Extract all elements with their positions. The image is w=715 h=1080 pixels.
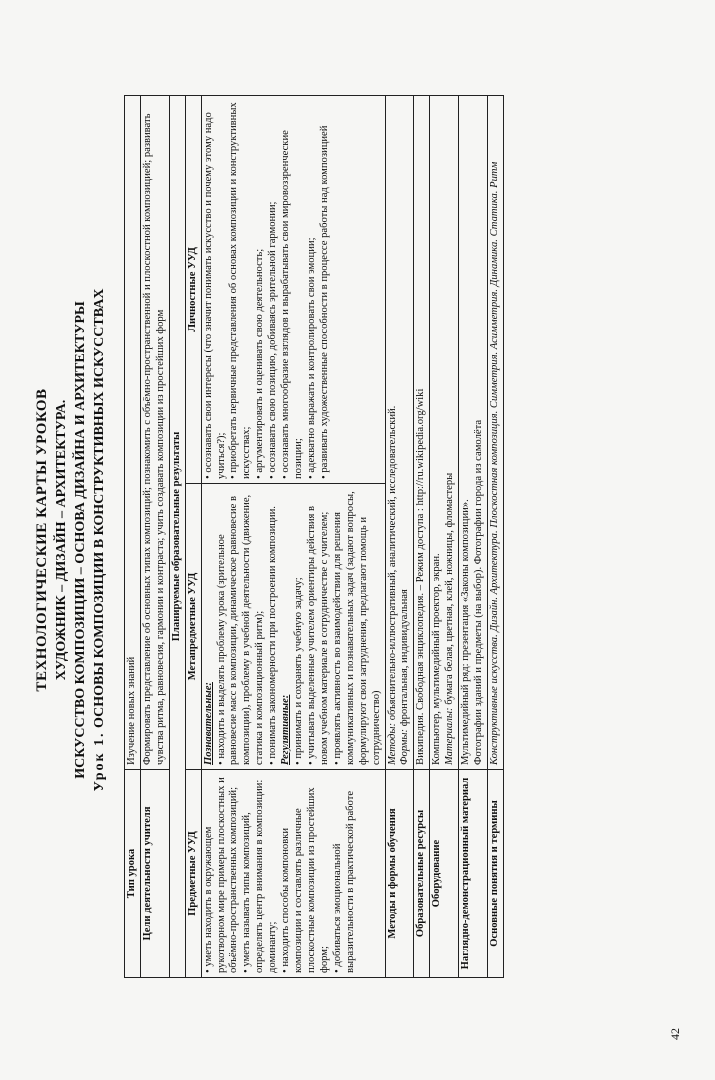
doc-subtitle-2: ИСКУССТВО КОМПОЗИЦИИ – ОСНОВА ДИЗАЙНА И АРХИТЕКТУРЫ bbox=[73, 301, 88, 779]
equipment-line: Компьютер, мультимедийный проектор, экран. bbox=[431, 553, 443, 765]
lesson-table bbox=[124, 95, 504, 978]
meta-results bbox=[201, 484, 385, 770]
row-visual bbox=[459, 95, 488, 977]
subject-item: • уметь называть типы композиций, определять центр внимания в композиции: доминанту; bbox=[241, 779, 279, 973]
row-terms bbox=[487, 95, 503, 977]
row-resources bbox=[414, 95, 430, 977]
regulative-item: • принимать и сохранять учебную задачу; bbox=[293, 577, 305, 765]
cognitive-item: • находить и выделять проблему урока (зрительное равновесие масс в композиции, динамическое равновесие в композиции), проблему в учебной деятельности (движение, статика и композиционный ритм); bbox=[215, 494, 266, 765]
rotated-page-content bbox=[28, 40, 688, 1040]
materials-text: бумага белая, цветная, клей, ножницы, фломастеры bbox=[444, 472, 456, 705]
subject-item: • уметь находить в окружающем рукотворном мире примеры плоскостных и объёмно-пространственных композиций; bbox=[202, 777, 240, 973]
methods-value bbox=[385, 95, 414, 769]
row-equipment bbox=[430, 95, 459, 977]
doc-title: ТЕХНОЛОГИЧЕСКИЕ КАРТЫ УРОКОВ bbox=[34, 388, 50, 692]
row-lesson-type bbox=[125, 95, 141, 977]
equipment-value bbox=[430, 95, 459, 769]
subject-results bbox=[201, 770, 385, 978]
methods-text: объяснительно-иллюстративный, аналитический, исследовательский. bbox=[386, 405, 398, 721]
row-results-header bbox=[169, 95, 185, 977]
lesson-heading bbox=[92, 100, 108, 980]
visual-value bbox=[459, 95, 488, 769]
subject-item: • находить способы компоновки композиции и составлять различные плоскостные композиции из простейших форм; bbox=[280, 787, 330, 973]
cognitive-label: Познавательные: bbox=[202, 682, 214, 765]
subject-item: • добиваться эмоциональной выразительности в практической работе bbox=[331, 790, 356, 973]
goals-label: Цели деятельности учителя bbox=[140, 770, 169, 978]
personal-item: • развивать художественные способности в процессе работы над композицией bbox=[318, 125, 330, 479]
regulative-label: Регулятивные: bbox=[280, 694, 292, 765]
row-results-subheaders bbox=[185, 95, 201, 977]
terms-label: Основные понятия и термины bbox=[487, 770, 503, 978]
personal-item: • адекватно выражать и контролировать свои эмоции; bbox=[305, 237, 317, 479]
methods-label: Методы и формы обучения bbox=[385, 770, 414, 978]
regulative-item: • учитывать выделенные учителем ориентиры действия в новом учебном материале в сотрудничестве с учителем; bbox=[305, 505, 330, 765]
results-header: Планируемые образовательные результаты bbox=[169, 95, 185, 977]
visual-label: Наглядно-демонстрационный материал bbox=[459, 770, 488, 978]
meta-header: Метапредметные УУД bbox=[185, 484, 201, 770]
lesson-type-value: Изучение новых знаний bbox=[125, 95, 141, 769]
terms-value: Конструктивные искусства. Дизайн. Архитектура. Плоскостная композиция. Симметрия. Асимметрия. Динамика. Статика. Ритм bbox=[487, 95, 503, 769]
regulative-item: • проявлять активность во взаимодействии для решения коммуникативных и познавательных задач (задают вопросы, формулируют свои затруднения, предлагают помощь и сотрудничество) bbox=[331, 491, 382, 765]
cognitive-item: • понимать закономерности при построении композиции. bbox=[267, 506, 279, 765]
personal-item: • приобретать первичные представления об основах композиции и конструктивных искусствах; bbox=[228, 102, 253, 479]
visual-line: Мультимедийный ряд: презентация «Законы композиции». bbox=[460, 499, 472, 765]
forms-text: фронтальная, индивидуальная bbox=[399, 589, 411, 727]
goals-value: Формировать представление об основных типах композиций; познакомить с объёмно-пространственной и плоскостной композицией; развивать чувства ритма, равновесия, гармонии и контраста; учить создавать композиции из простейших форм bbox=[140, 95, 169, 769]
equipment-label: Оборудование bbox=[430, 770, 459, 978]
doc-subtitle-1: ХУДОЖНИК – ДИЗАЙН – АРХИТЕКТУРА. bbox=[54, 399, 69, 681]
resources-label: Образовательные ресурсы bbox=[414, 770, 430, 978]
page-number: 42 bbox=[668, 1028, 682, 1040]
personal-item: • осознавать многообразие взглядов и вырабатывать свои мировоззренческие позиции; bbox=[280, 130, 305, 479]
methods-key: Методы: bbox=[386, 722, 398, 765]
materials-key: Материалы: bbox=[444, 707, 456, 765]
personal-header: Личностные УУД bbox=[185, 95, 201, 483]
personal-results bbox=[201, 95, 385, 483]
row-methods bbox=[385, 95, 414, 977]
personal-item: • аргументировать и оценивать свою деятельность; bbox=[254, 248, 266, 479]
lesson-type-label: Тип урока bbox=[125, 770, 141, 978]
personal-item: • осознавать свою позицию, добиваясь эрительной гармонии; bbox=[267, 201, 279, 479]
row-goals bbox=[140, 95, 169, 977]
lesson-title: ОСНОВЫ КОМПОЗИЦИИ В КОНСТРУКТИВНЫХ ИСКУССТВАХ bbox=[92, 288, 107, 728]
visual-line: Фотографии зданий и предметы (на выбор). Фотографии города из самолёта bbox=[473, 419, 485, 765]
lesson-number: Урок 1. bbox=[92, 731, 107, 792]
personal-item: • осознавать свои интересы (что значит понимать искусство и почему этому надо учиться?); bbox=[202, 112, 227, 479]
row-results-body bbox=[201, 95, 385, 977]
subject-header: Предметные УУД bbox=[185, 770, 201, 978]
forms-key: Формы: bbox=[399, 728, 411, 765]
resources-value: Википедия. Свободная энциклопедия. – Режим доступа : http://ru.wikipedia.org/wiki bbox=[414, 95, 430, 769]
title-block bbox=[34, 100, 108, 980]
